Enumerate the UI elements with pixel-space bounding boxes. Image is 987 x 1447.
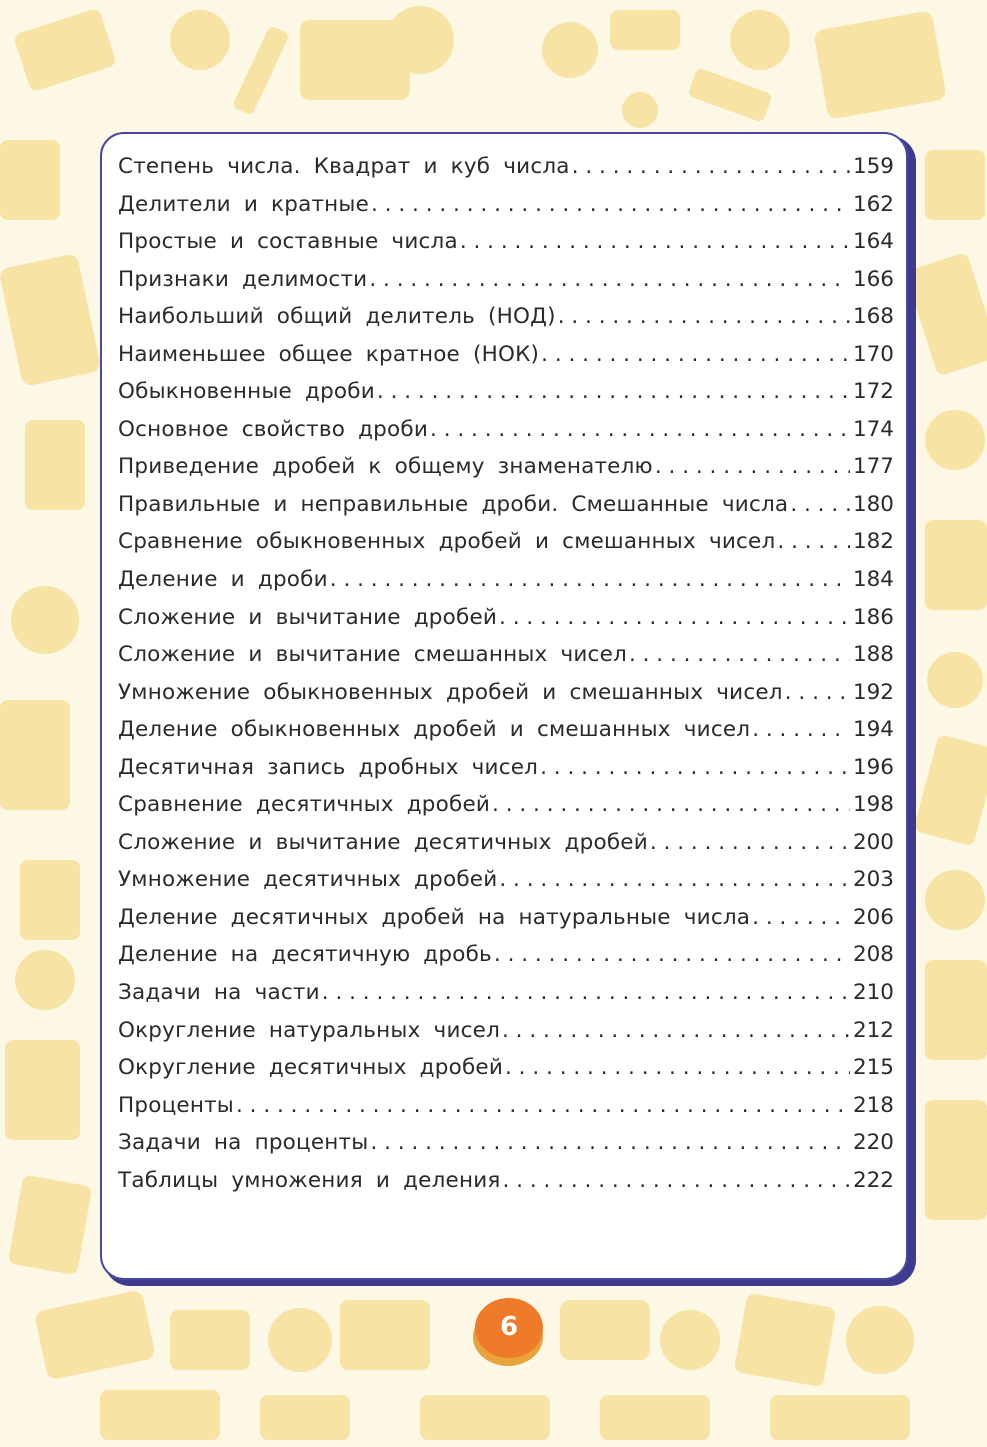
toc-leader-dots (790, 492, 850, 517)
toc-leader-dots (650, 830, 850, 855)
toc-leader-dots (499, 867, 850, 892)
toc-entry[interactable] (118, 830, 894, 868)
page-number-badge (471, 1298, 545, 1366)
toc-leader-dots (505, 1055, 850, 1080)
toc-leader-dots (330, 567, 850, 592)
toc-leader-dots (503, 1168, 850, 1193)
page-number: 6 (499, 1312, 519, 1342)
toc-leader-dots (492, 792, 850, 817)
toc-entry[interactable] (118, 980, 894, 1018)
toc-entry[interactable] (118, 605, 894, 643)
toc-entry[interactable] (118, 792, 894, 830)
toc-entry-page: 210 (852, 980, 894, 1006)
toc-entry[interactable] (118, 1018, 894, 1056)
toc-entry-title: Наименьшее общее кратное (НОК) (118, 341, 540, 367)
toc-leader-dots (369, 267, 850, 292)
toc-entry-page: 208 (852, 942, 894, 968)
toc-entry[interactable] (118, 642, 894, 680)
toc-entry-page: 218 (852, 1092, 894, 1118)
toc-entry[interactable] (118, 717, 894, 755)
toc-entry-page: 186 (852, 604, 894, 630)
toc-entry[interactable] (118, 867, 894, 905)
toc-entry-page: 215 (852, 1055, 894, 1081)
toc-entry-title: Умножение обыкновенных дробей и смешанных чисел (118, 679, 783, 705)
toc-entry[interactable] (118, 192, 894, 230)
toc-entry-title: Простые и составные числа (118, 229, 458, 255)
toc-leader-dots (752, 905, 850, 930)
toc-entry-title: Деление десятичных дробей на натуральные числа (118, 904, 751, 930)
toc-entry-title: Сравнение десятичных дробей (118, 792, 491, 818)
toc-leader-dots (499, 605, 850, 630)
toc-entry-title: Признаки делимости (118, 266, 368, 292)
toc-entry-page: 194 (852, 717, 894, 743)
toc-entry[interactable] (118, 417, 894, 455)
toc-leader-dots (785, 680, 850, 705)
toc-leader-dots (322, 980, 850, 1005)
toc-entry[interactable] (118, 454, 894, 492)
toc-leader-dots (371, 192, 850, 217)
toc-leader-dots (236, 1093, 850, 1118)
toc-leader-dots (629, 642, 850, 667)
toc-entry-title: Таблицы умножения и деления (118, 1167, 501, 1193)
toc-entry-title: Округление натуральных чисел (118, 1017, 501, 1043)
toc-entry-title: Приведение дробей к общему знаменателю (118, 454, 653, 480)
toc-entry[interactable] (118, 755, 894, 793)
toc-entry-title: Задачи на проценты (118, 1130, 369, 1156)
toc-leader-dots (655, 454, 850, 479)
toc-entry[interactable] (118, 905, 894, 943)
toc-entry-page: 164 (852, 229, 894, 255)
toc-entry-title: Задачи на части (118, 980, 320, 1006)
toc-entry-page: 203 (852, 867, 894, 893)
toc-entry-title: Сложение и вычитание дробей (118, 604, 498, 630)
toc-entry-page: 220 (852, 1130, 894, 1156)
toc-entry-page: 177 (852, 454, 894, 480)
toc-entry-title: Обыкновенные дроби (118, 379, 375, 405)
toc-entry-title: Десятичная запись дробных чисел (118, 754, 539, 780)
toc-leader-dots (558, 304, 850, 329)
toc-entry-title: Правильные и неправильные дроби. Смешанные числа (118, 491, 789, 517)
toc-leader-dots (494, 942, 850, 967)
toc-entry[interactable] (118, 942, 894, 980)
toc-entry[interactable] (118, 492, 894, 530)
toc-entry-page: 180 (852, 491, 894, 517)
toc-entry-page: 172 (852, 379, 894, 405)
toc-entry-title: Сравнение обыкновенных дробей и смешанных чисел (118, 529, 776, 555)
toc-entry-page: 166 (852, 266, 894, 292)
toc-leader-dots (752, 717, 850, 742)
toc-leader-dots (377, 379, 850, 404)
toc-leader-dots (502, 1018, 850, 1043)
toc-entry-title: Округление десятичных дробей (118, 1055, 504, 1081)
toc-entry-page: 222 (852, 1167, 894, 1193)
toc-entry[interactable] (118, 1055, 894, 1093)
toc-entry-page: 196 (852, 754, 894, 780)
toc-entry-page: 200 (852, 829, 894, 855)
toc-entry-title: Наибольший общий делитель (НОД) (118, 304, 556, 330)
toc-entry-page: 206 (852, 904, 894, 930)
toc-entry[interactable] (118, 379, 894, 417)
toc-entry-title: Деление на десятичную дробь (118, 942, 492, 968)
toc-entry-page: 198 (852, 792, 894, 818)
toc-entry-title: Умножение десятичных дробей (118, 867, 498, 893)
toc-entry-page: 212 (852, 1017, 894, 1043)
toc-entry[interactable] (118, 229, 894, 267)
toc-entry[interactable] (118, 154, 894, 192)
toc-leader-dots (541, 342, 850, 367)
toc-entry-title: Основное свойство дроби (118, 416, 429, 442)
toc-entry-title: Делители и кратные (118, 191, 370, 217)
toc-entry-title: Сложение и вычитание десятичных дробей (118, 829, 648, 855)
toc-entry-page: 162 (852, 191, 894, 217)
toc-entry-page: 170 (852, 341, 894, 367)
toc-entry-title: Деление обыкновенных дробей и смешанных чисел (118, 717, 751, 743)
toc-entry-page: 174 (852, 416, 894, 442)
toc-entry-page: 184 (852, 567, 894, 593)
toc-leader-dots (572, 154, 850, 179)
toc-leader-dots (777, 529, 850, 554)
toc-entry[interactable] (118, 342, 894, 380)
toc-leader-dots (540, 755, 850, 780)
table-of-contents (118, 154, 894, 1205)
toc-entry[interactable] (118, 1130, 894, 1168)
toc-entry-page: 192 (852, 679, 894, 705)
toc-entry-page: 168 (852, 304, 894, 330)
toc-entry-page: 159 (852, 154, 894, 179)
toc-leader-dots (460, 229, 850, 254)
toc-entry[interactable] (118, 267, 894, 305)
toc-entry[interactable] (118, 680, 894, 718)
toc-entry-title: Деление и дроби (118, 567, 328, 593)
toc-leader-dots (430, 417, 850, 442)
toc-entry[interactable] (118, 1168, 894, 1206)
toc-entry-title: Степень числа. Квадрат и куб числа (118, 154, 570, 179)
toc-leader-dots (370, 1130, 850, 1155)
toc-entry[interactable] (118, 1093, 894, 1131)
toc-entry-page: 182 (852, 529, 894, 555)
toc-entry-title: Сложение и вычитание смешанных чисел (118, 642, 627, 668)
toc-entry[interactable] (118, 567, 894, 605)
toc-entry[interactable] (118, 529, 894, 567)
toc-entry-page: 188 (852, 642, 894, 668)
toc-entry-title: Проценты (118, 1092, 234, 1118)
toc-entry[interactable] (118, 304, 894, 342)
